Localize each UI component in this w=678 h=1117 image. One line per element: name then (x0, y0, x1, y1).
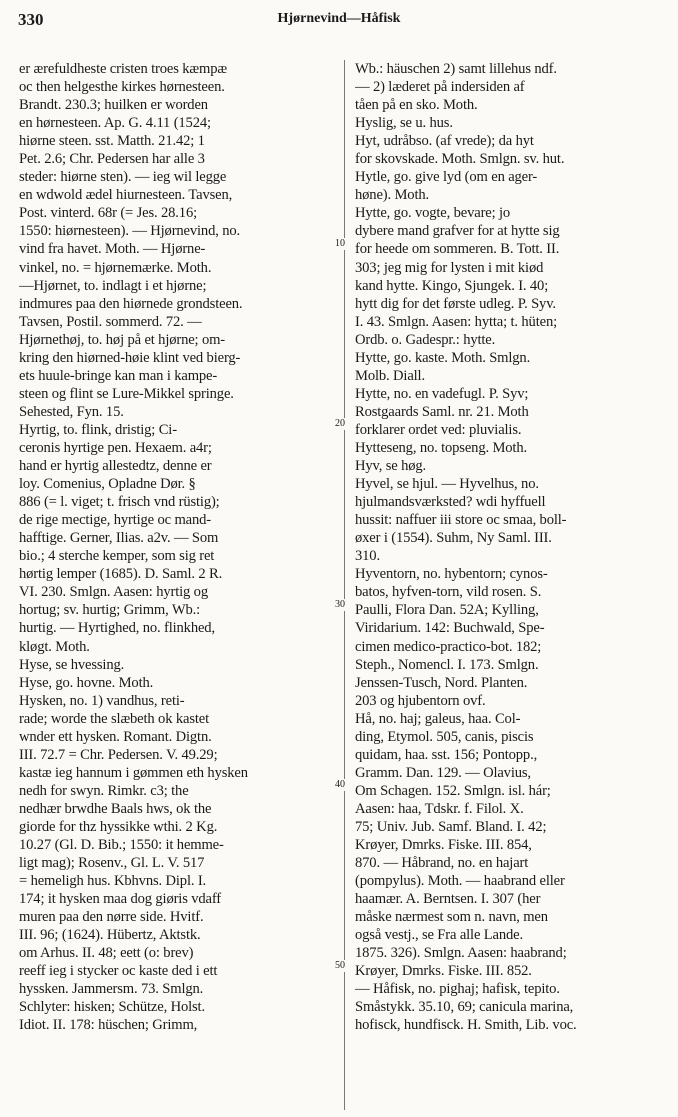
running-title: Hjørnevind—Håfisk (277, 11, 401, 26)
text-line: om Arhus. II. 48; eett (o: brev) (19, 945, 194, 962)
text-line: Post. vinterd. 68r (= Jes. 28.16; (19, 205, 197, 222)
text-line: 75; Univ. Jub. Samf. Bland. I. 42; (355, 818, 547, 835)
text-line: Rostgaards Saml. nr. 21. Moth (355, 403, 529, 420)
line-number-10: 10 (335, 238, 345, 249)
text-line: kastæ ieg hannum i gømmen eth hysken (19, 764, 248, 781)
text-line: bio.; 4 sterche kemper, som sig ret (19, 548, 215, 565)
text-line: Idiot. II. 178: hüschen; Grimm, (19, 1017, 198, 1034)
page-header (18, 10, 660, 32)
text-line: hytt dig for det første udleg. P. Syv. (355, 295, 556, 312)
text-line: —Hjørnet, to. indlagt i et hjørne; (19, 277, 207, 294)
text-line: hand er hyrtig allestedtz, denne er (19, 458, 212, 475)
text-line: for skovskade. Moth. Smlgn. sv. hut. (355, 151, 565, 168)
text-line: hafftige. Gerner, Ilias. a2v. — Som (19, 530, 219, 547)
text-line: ceronis hyrtige pen. Hexaem. a4r; (19, 439, 212, 456)
text-line: for heede om sommeren. B. Tott. II. (355, 241, 560, 258)
text-line: Paulli, Flora Dan. 52A; Kylling, (355, 602, 539, 619)
text-line: Molb. Diall. (355, 367, 425, 384)
text-line: Hå, no. haj; galeus, haa. Col- (355, 710, 521, 727)
text-line: muren paa den nørre side. Hvitf. (19, 909, 204, 926)
text-line: tåen på en sko. Moth. (355, 97, 478, 114)
text-line: steen og flint se Lure-Mikkel springe. (19, 385, 234, 402)
text-line: 10.27 (Gl. D. Bib.; 1550: it hemme- (19, 837, 224, 854)
page-number: 330 (18, 10, 44, 29)
column-rule (344, 60, 345, 1110)
text-line: Hytle, go. give lyd (om en ager- (355, 169, 538, 186)
text-line: wnder ett hysken. Romant. Digtn. (19, 728, 212, 745)
text-line: — Håfisk, no. pighaj; hafisk, tepito. (355, 981, 560, 998)
text-line: Om Schagen. 152. Smlgn. isl. hár; (355, 782, 551, 799)
text-line: er ærefuldheste cristen troes kæmpæ (19, 61, 227, 77)
text-line: Hyventorn, no. hybentorn; cynos- (355, 566, 548, 583)
text-line: ets huule-bringe kan man i kampe- (19, 367, 218, 384)
text-line: Hyt, udråbso. (af vrede); da hyt (355, 133, 534, 150)
text-line: = hemeligh hus. Kbhvns. Dipl. I. (19, 873, 207, 890)
text-line: 310. (355, 548, 380, 565)
text-line: Hyse, se hvessing. (19, 656, 125, 673)
text-line: Jenssen-Tusch, Nord. Planten. (355, 674, 528, 691)
left-column (19, 60, 335, 1035)
text-line: Wb.: häuschen 2) samt lillehus ndf. (355, 61, 557, 77)
text-line: indmures paa den hiørnede grondsteen. (19, 295, 243, 312)
line-number-50: 50 (335, 960, 345, 971)
text-line: Schlyter: hisken; Schütze, Holst. (19, 999, 205, 1016)
text-line: Brandt. 230.3; huilken er worden (19, 97, 208, 114)
text-line: ding, Etymol. 505, canis, piscis (355, 728, 534, 745)
text-line: Hjørnethøj, to. høj på et hjørne; om- (19, 331, 226, 348)
text-line: hørtig lemper (1685). D. Saml. 2 R. (19, 566, 223, 583)
text-line: Krøyer, Dmrks. Fiske. III. 852. (355, 963, 532, 980)
text-line: Hytte, no. en vadefugl. P. Syv; (355, 385, 529, 402)
text-line: hussit: naffuer iii store oc smaa, boll- (355, 512, 567, 529)
text-line: Steph., Nomencl. I. 173. Smlgn. (355, 656, 539, 673)
text-line: Hytte, go. kaste. Moth. Smlgn. (355, 349, 531, 366)
text-line: Gramm. Dan. 129. — Olavius, (355, 764, 531, 781)
text-line: batos, hyfven-torn, vild rosen. S. (355, 584, 542, 601)
text-line: hurtig. — Hyrtighed, no. flinkhed, (19, 620, 215, 637)
line-number-40: 40 (335, 779, 345, 790)
text-line: hiørne steen. sst. Matth. 21.42; 1 (19, 133, 205, 150)
text-line: Tavsen, Postil. sommerd. 72. — (19, 313, 202, 330)
text-line: Hyslig, se u. hus. (355, 115, 453, 132)
text-line: forklarer ordet ved: pluvialis. (355, 421, 522, 438)
text-line: kløgt. Moth. (19, 638, 90, 655)
text-line: måske nærmest som n. navn, men (355, 909, 548, 926)
text-line: oc then helgesthe kirkes hørnesteen. (19, 79, 225, 96)
text-line: Hytteseng, no. topseng. Moth. (355, 439, 527, 456)
text-line: en hørnesteen. Ap. G. 4.11 (1524; (19, 115, 211, 132)
text-line: hofisck, hundfisck. H. Smith, Lib. voc. (355, 1017, 577, 1034)
text-line: III. 96; (1624). Hübertz, Aktstk. (19, 927, 201, 944)
text-line: 870. — Håbrand, no. en hajart (355, 855, 529, 872)
text-line: — 2) læderet på indersiden af (355, 79, 525, 96)
text-line: nedhær brwdhe Baals hws, ok the (19, 800, 212, 817)
text-line: Småstykk. 35.10, 69; canicula marina, (355, 999, 574, 1016)
line-number-20: 20 (335, 418, 345, 429)
text-line: Hyv, se høg. (355, 458, 427, 475)
text-line: reeff ieg i stycker oc kaste ded i ett (19, 963, 218, 980)
text-line: rade; worde the slæbeth ok kastet (19, 710, 209, 727)
text-line: Sehested, Fyn. 15. (19, 403, 124, 420)
text-line: hjulmandsværksted? wdi hyffuell (355, 494, 546, 511)
text-line: Hyse, go. hovne. Moth. (19, 674, 154, 691)
text-line: vind fra havet. Moth. — Hjørne- (19, 241, 206, 258)
right-column (355, 60, 671, 1035)
text-line: cimen medico-practico-bot. 182; (355, 638, 542, 655)
text-line: 203 og hjubentorn ovf. (355, 692, 486, 709)
text-line: 174; it hysken maa dog giøris vdaff (19, 891, 222, 908)
text-line: Hysken, no. 1) vandhus, reti- (19, 692, 185, 709)
text-line: Aasen: haa, Tdskr. f. Filol. X. (355, 800, 524, 817)
text-line: 1550: hiørnesteen). — Hjørnevind, no. (19, 223, 241, 240)
text-line: III. 72.7 = Chr. Pedersen. V. 49.29; (19, 746, 218, 763)
text-line: steder: hiørne sten). — ieg wil legge (19, 169, 227, 186)
text-line: Viridarium. 142: Buchwald, Spe- (355, 620, 545, 637)
text-line: Ordb. o. Gadespr.: hytte. (355, 331, 496, 348)
text-line: kand hytte. Kingo, Sjungek. I. 40; (355, 277, 549, 294)
text-line: ligt mag); Rosenv., Gl. L. V. 517 (19, 855, 205, 872)
text-line: høne). Moth. (355, 187, 429, 204)
line-number-30: 30 (335, 599, 345, 610)
text-line: (pompylus). Moth. — haabrand eller (355, 873, 565, 890)
text-line: 1875. 326). Smlgn. Aasen: haabrand; (355, 945, 567, 962)
text-line: også vestj., se Fra alle Lande. (355, 927, 523, 944)
text-line: Hytte, go. vogte, bevare; jo (355, 205, 511, 222)
text-line: en wdwold ædel hiurnesteen. Tavsen, (19, 187, 233, 204)
text-line: quidam, haa. sst. 156; Pontopp., (355, 746, 538, 763)
text-line: hortug; sv. hurtig; Grimm, Wb.: (19, 602, 201, 619)
text-line: loy. Comenius, Opladne Dør. § (19, 476, 196, 493)
text-line: I. 43. Smlgn. Aasen: hytta; t. hüten; (355, 313, 557, 330)
text-line: de rige mectige, hyrtige oc mand- (19, 512, 211, 529)
text-line: Hyrtig, to. flink, dristig; Ci- (19, 421, 177, 438)
text-line: giorde for thz hyssikke wthi. 2 Kg. (19, 818, 218, 835)
text-line: 303; jeg mig for lysten i mit kiød (355, 259, 544, 276)
text-line: dybere mand grafver for at hytte sig (355, 223, 560, 240)
text-line: Krøyer, Dmrks. Fiske. III. 854, (355, 837, 532, 854)
text-line: øxer i (1554). Suhm, Ny Saml. III. (355, 530, 552, 547)
text-line: kring den hiørned-høie klint ved bierg- (19, 349, 241, 366)
text-line: hyssken. Jammersm. 73. Smlgn. (19, 981, 204, 998)
text-line: Hyvel, se hjul. — Hyvelhus, no. (355, 476, 539, 493)
text-line: VI. 230. Smlgn. Aasen: hyrtig og (19, 584, 208, 601)
text-line: nedh for swyn. Rimkr. c3; the (19, 782, 189, 799)
text-line: haamær. A. Berntsen. I. 307 (her (355, 891, 541, 908)
text-line: Pet. 2.6; Chr. Pedersen har alle 3 (19, 151, 205, 168)
text-line: vinkel, no. = hjørnemærke. Moth. (19, 259, 212, 276)
text-line: 886 (= l. viget; t. frisch vnd rüstig); (19, 494, 220, 511)
